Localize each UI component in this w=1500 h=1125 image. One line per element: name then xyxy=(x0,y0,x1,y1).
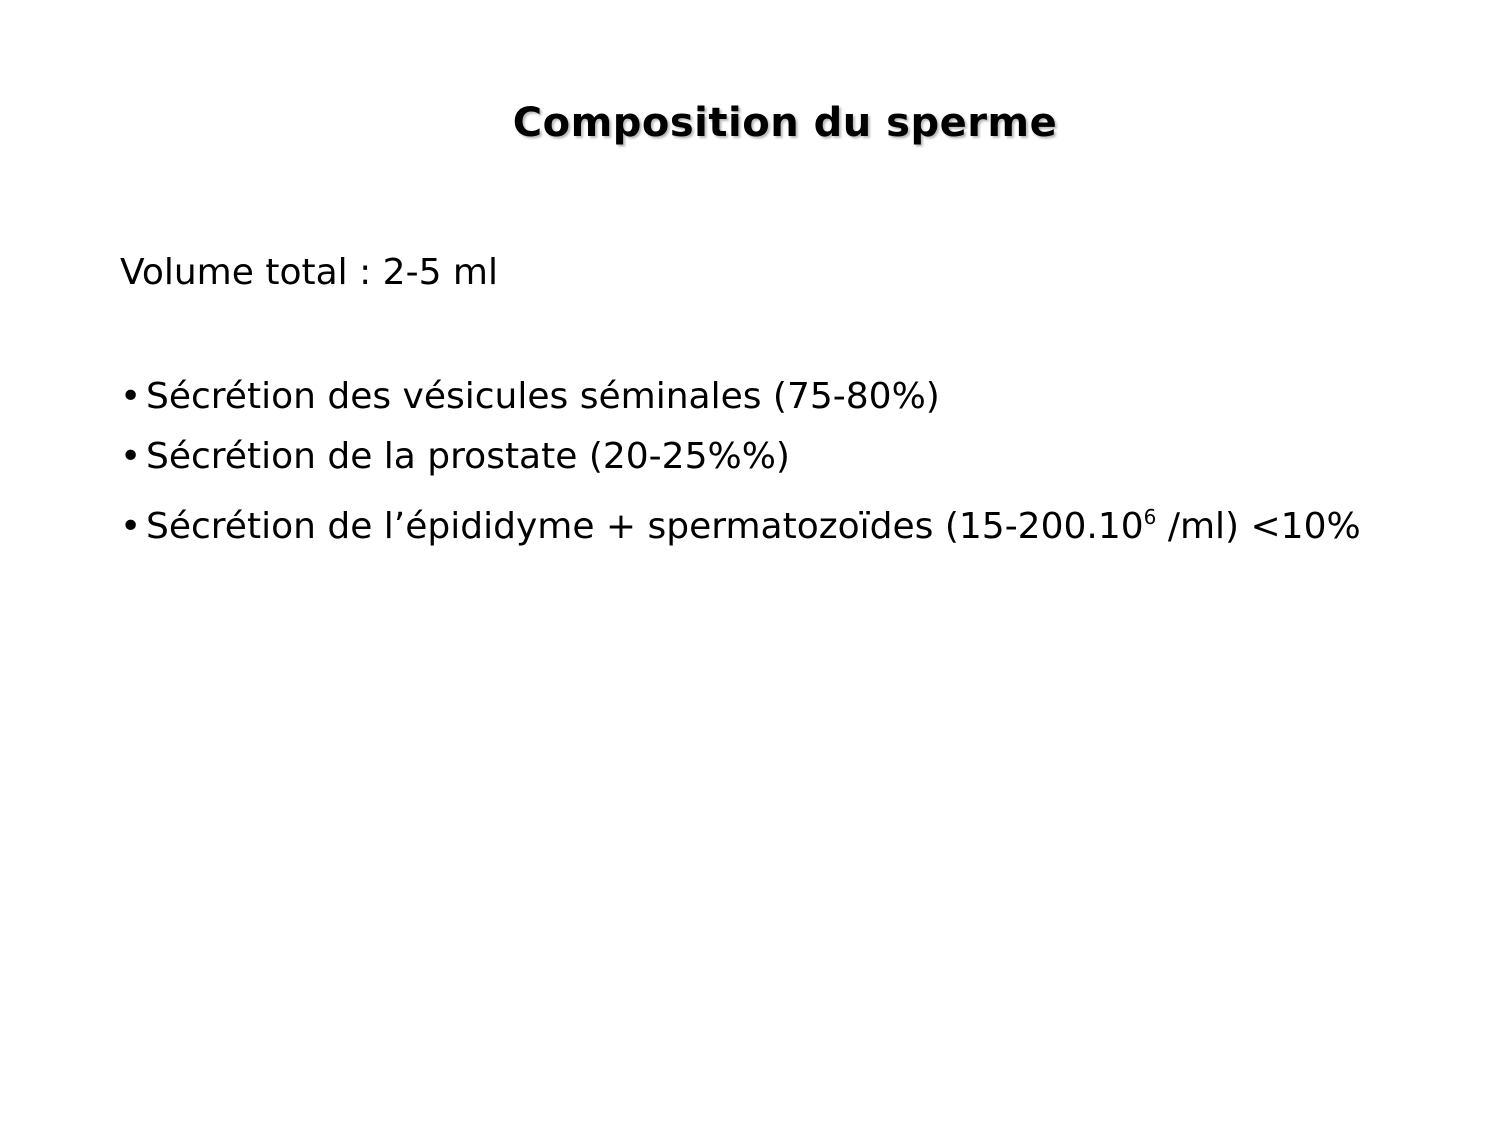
bullet-item-epididymis xyxy=(120,492,1361,552)
volume-total-text: Volume total : 2-5 ml xyxy=(120,252,498,293)
bullet-item-prostate xyxy=(120,432,1361,492)
bullet-symbol: • xyxy=(120,436,142,477)
slide-title: Composition du sperme xyxy=(512,100,1058,146)
bullet-superscript: 6 xyxy=(1143,505,1157,529)
bullet-text-before: Sécrétion de l’épididyme + spermatozoïdes (15-200.10 xyxy=(146,506,1144,547)
bullet-symbol: • xyxy=(120,506,142,547)
secretion-bullet-list xyxy=(120,372,1361,552)
bullet-item-seminal-vesicles xyxy=(120,372,1361,432)
bullet-text: Sécrétion de la prostate (20-25%%) xyxy=(146,436,790,477)
bullet-text-after: /ml) <10% xyxy=(1156,506,1361,547)
bullet-symbol: • xyxy=(120,376,142,417)
bullet-text: Sécrétion des vésicules séminales (75-80%) xyxy=(146,376,940,417)
